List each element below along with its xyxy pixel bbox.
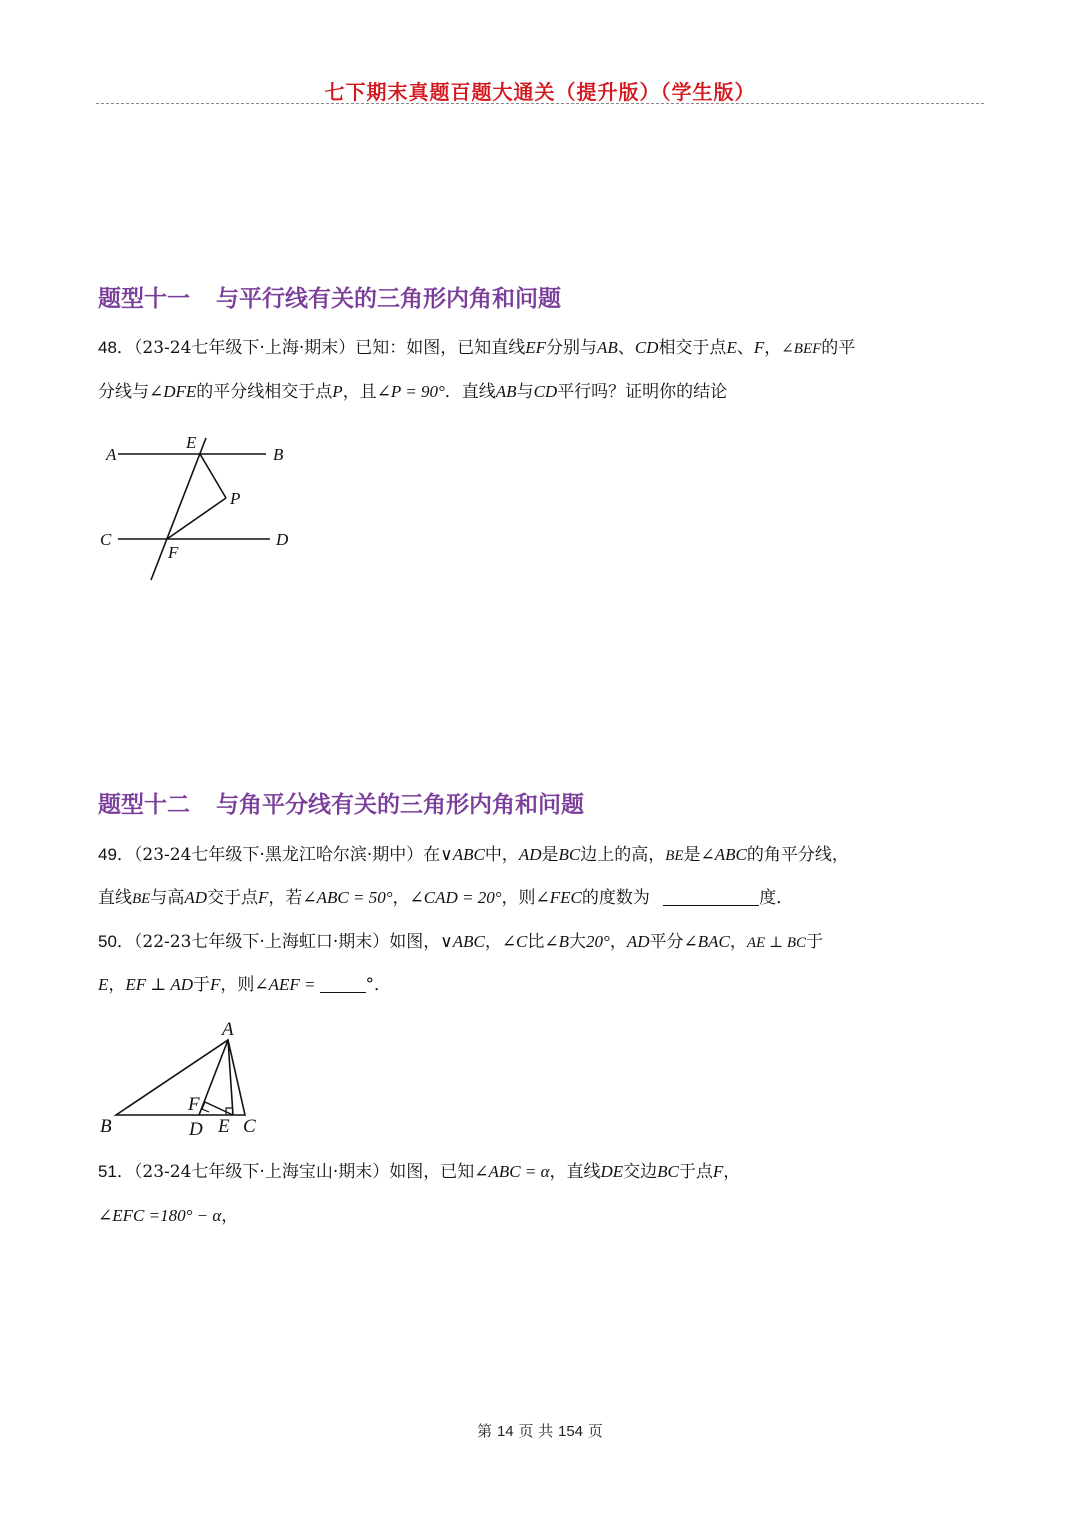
q51-line-1 — [98, 1160, 740, 1184]
label-E: E — [218, 1116, 230, 1137]
q51-F: F — [712, 1162, 724, 1181]
q49-text-e: 是 — [683, 845, 701, 865]
q49-source: ．（23-24七年级下·黑龙江哈尔滨·期中）在 — [116, 845, 441, 865]
q49-line-2 — [98, 886, 793, 911]
q49-text-2d: ，若 — [268, 888, 303, 908]
q50-number: 50 — [98, 932, 117, 951]
q48-P90: ∠P = 90° — [376, 382, 445, 401]
q50-text-2c: ，则 — [220, 975, 255, 995]
q50-tri: ∨ABC — [440, 932, 485, 951]
page-footer — [0, 1420, 1080, 1441]
footer-total-pages: 154 — [558, 1423, 584, 1440]
q50-F: F — [210, 975, 221, 994]
q51-number: 51 — [98, 1162, 117, 1181]
q48-text-d: 的平 — [821, 338, 856, 358]
q48-AB-2: AB — [495, 382, 517, 401]
q49-text-c: 是 — [541, 845, 559, 865]
label-E: E — [186, 433, 197, 452]
q50-AD: AD — [626, 932, 650, 951]
q48-text-2e: 与 — [516, 382, 534, 402]
q48-AB: AB — [597, 338, 618, 357]
q48-EF: EF — [525, 338, 547, 357]
document-header-title: 七下期末真题百题大通关（提升版）（学生版） — [324, 80, 756, 104]
q49-text-2b: 与高 — [150, 888, 185, 908]
q49-text-2c: 交于点 — [207, 888, 258, 908]
q48-sep3: ， — [764, 338, 782, 358]
q50-EFAD: EF ⊥ AD — [125, 975, 194, 994]
footer-prefix: 第 — [477, 1422, 493, 1440]
q49-BC: BC — [558, 845, 581, 864]
q49-text-2a: 直线 — [98, 888, 132, 908]
q50-answer-blank[interactable] — [320, 974, 366, 993]
q48-text-b: 分别与 — [546, 338, 598, 358]
q49-text-2g: 的度数为 — [581, 888, 650, 908]
q49-BE: BE — [665, 848, 684, 864]
q50-figure — [96, 1018, 276, 1142]
q49-line-1 — [98, 843, 849, 868]
q48-text-2d: ．直线 — [444, 382, 496, 402]
q49-text-2f: ，则 — [501, 888, 536, 908]
section-title-11-text: 与平行线有关的三角形内角和问题 — [216, 286, 561, 312]
q49-AD: AD — [518, 845, 542, 864]
q49-number: 49 — [98, 845, 117, 864]
label-P: P — [230, 489, 241, 508]
q49-tri: ∨ABC — [440, 845, 485, 864]
label-A: A — [222, 1019, 234, 1040]
section-title-12-text: 与角平分线有关的三角形内角和问题 — [216, 792, 584, 818]
q50-line-1 — [98, 930, 823, 955]
q48-sep2: 、 — [736, 338, 754, 358]
q49-text-d: 边上的高， — [580, 845, 666, 865]
q48-DFE: ∠DFE — [149, 382, 197, 401]
q51-text-2b: ， — [221, 1206, 239, 1226]
section-title-11 — [98, 280, 561, 313]
q49-BE-2: BE — [132, 891, 151, 907]
q48-text-2a: 分线与 — [98, 382, 149, 402]
q50-E: E — [98, 975, 109, 994]
q50-AEBC: AE ⊥ BC — [746, 935, 806, 951]
q50-BAC: ∠BAC — [683, 932, 730, 951]
line-EF — [151, 438, 206, 580]
q48-BEF: ∠BEF — [781, 341, 822, 357]
q50-sep4: ， — [108, 975, 126, 995]
segment-EP — [200, 454, 226, 498]
q50-source: ．（22-23七年级下·上海虹口·期末）如图， — [116, 932, 441, 952]
q49-ABC50: ∠ABC = 50° — [302, 888, 393, 907]
q50-text-b: 比 — [527, 932, 545, 952]
section-title-11-label: 题型十一 — [98, 286, 190, 312]
label-F: F — [188, 1094, 200, 1115]
q48-CD-2: CD — [533, 382, 558, 401]
q48-number: 48 — [98, 338, 117, 357]
q48-text-2c: ，且 — [342, 382, 377, 402]
label-F: F — [168, 543, 179, 562]
q51-source: ．（23-24七年级下·上海宝山·期末）如图，已知 — [116, 1162, 475, 1182]
q48-line-1 — [98, 336, 855, 361]
q51-BC: BC — [657, 1162, 679, 1181]
q49-text-f: 的角平分线， — [746, 845, 849, 865]
footer-mid: 页 共 — [518, 1422, 554, 1440]
q48-E: E — [726, 338, 737, 357]
q50-text-e: 于 — [806, 932, 823, 952]
q51-line-2 — [98, 1204, 238, 1228]
label-A: A — [106, 445, 117, 464]
q48-P: P — [332, 382, 343, 401]
q48-CD: CD — [634, 338, 659, 357]
q49-text-2h: 度． — [759, 888, 794, 908]
q49-CAD20: ∠CAD = 20° — [409, 888, 502, 907]
q49-AD-2: AD — [184, 888, 207, 907]
q51-sep: ， — [723, 1162, 741, 1182]
q51-text-c: 交边 — [623, 1162, 658, 1182]
q51-DE: DE — [600, 1162, 624, 1181]
q49-F: F — [258, 888, 269, 907]
q48-text-2f: 平行吗？证明你的结论 — [557, 382, 728, 402]
triangle-ABC — [116, 1040, 245, 1115]
section-title-12-label: 题型十二 — [98, 792, 190, 818]
footer-suffix: 页 — [587, 1422, 603, 1440]
q49-text-2e: ， — [392, 888, 410, 908]
q51-ABCa: ∠ABC = α — [474, 1162, 550, 1181]
label-C: C — [100, 530, 112, 549]
q50-text-2b: 于 — [193, 975, 211, 995]
q51-EFC: ∠EFC =180° − α — [98, 1206, 222, 1225]
q48-sep1: 、 — [617, 338, 635, 358]
q48-text-2b: 的平分线相交于点 — [196, 382, 333, 402]
q49-ABC: ∠ABC — [700, 845, 747, 864]
label-B: B — [100, 1116, 112, 1137]
q48-line-2 — [98, 380, 727, 404]
q50-sep2: ， — [609, 932, 627, 952]
segment-FP — [167, 498, 226, 539]
label-D: D — [276, 530, 289, 549]
q49-text-b: 中， — [484, 845, 519, 865]
q48-text-c: 相交于点 — [658, 338, 727, 358]
q50-sep3: ， — [729, 932, 747, 952]
q50-B: ∠B — [544, 932, 570, 951]
q50-line-2 — [98, 973, 391, 997]
q50-AEF: ∠AEF = — [254, 975, 316, 994]
q48-source: ．（23-24七年级下·上海·期末）已知：如图，已知直线 — [116, 338, 526, 358]
q48-figure — [96, 428, 306, 588]
q48-F: F — [753, 338, 765, 357]
q50-deg: 20° — [586, 932, 610, 951]
q49-FEC: ∠FEC — [535, 888, 582, 907]
footer-page-number: 14 — [496, 1423, 514, 1440]
label-D: D — [189, 1119, 203, 1140]
q50-sep1: ， — [484, 932, 502, 952]
q51-text-d: 于点 — [678, 1162, 713, 1182]
label-C: C — [243, 1116, 256, 1137]
q51-text-b: ，直线 — [549, 1162, 601, 1182]
section-title-12 — [98, 786, 584, 819]
q50-text-2d: °． — [365, 975, 392, 995]
segment-AD — [199, 1040, 228, 1115]
q49-answer-blank[interactable] — [663, 887, 759, 906]
header-divider — [96, 103, 984, 104]
q50-text-c: 大 — [569, 932, 587, 952]
label-B: B — [273, 445, 284, 464]
q50-text-d: 平分 — [649, 932, 684, 952]
q50-C: ∠C — [501, 932, 528, 951]
